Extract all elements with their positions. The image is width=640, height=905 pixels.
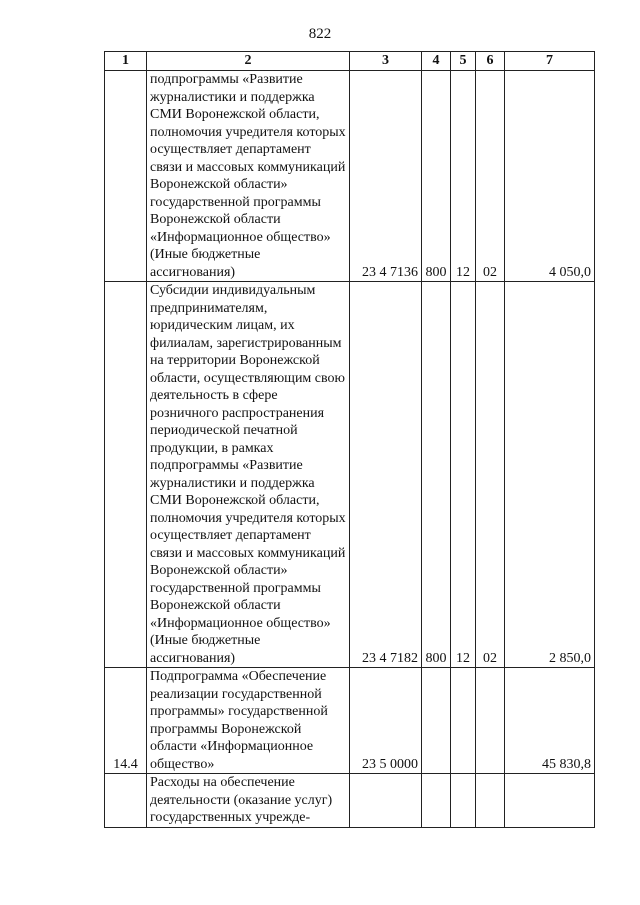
row-amount: 45 830,8 (505, 668, 595, 774)
header-col-6: 6 (476, 52, 505, 71)
table-row (105, 282, 595, 668)
page-number: 822 (308, 26, 332, 42)
table-row (105, 774, 595, 828)
row-number: 14.4 (105, 668, 147, 774)
row-subsection (476, 774, 505, 828)
header-col-5: 5 (451, 52, 476, 71)
row-section (451, 668, 476, 774)
header-col-1: 1 (105, 52, 147, 71)
row-number (105, 774, 147, 828)
row-amount: 2 850,0 (505, 282, 595, 668)
table-row (105, 71, 595, 282)
row-number (105, 282, 147, 668)
row-section: 12 (451, 71, 476, 282)
header-col-2: 2 (147, 52, 350, 71)
row-amount (505, 774, 595, 828)
row-number (105, 71, 147, 282)
row-code (350, 774, 422, 828)
header-col-7: 7 (505, 52, 595, 71)
table-row (105, 668, 595, 774)
row-section (451, 774, 476, 828)
row-amount: 4 050,0 (505, 71, 595, 282)
row-expense-type (422, 668, 451, 774)
row-code: 23 4 7136 (350, 71, 422, 282)
header-col-3: 3 (350, 52, 422, 71)
row-subsection (476, 668, 505, 774)
row-description: подпрограммы «Развитие журналистики и поддержка СМИ Воронежской области, полномочия учредителя которых осуществляет департамент связи и массовых коммуникаций Воронежской области» государственной программы Воронежской области «Информационное общество» (Иные бюджетные ассигнования) (147, 71, 350, 282)
row-subsection: 02 (476, 71, 505, 282)
row-subsection: 02 (476, 282, 505, 668)
row-description: Расходы на обеспечение деятельности (оказание услуг) государственных учрежде- (147, 774, 350, 828)
header-col-4: 4 (422, 52, 451, 71)
row-section: 12 (451, 282, 476, 668)
row-expense-type (422, 774, 451, 828)
row-expense-type: 800 (422, 282, 451, 668)
row-description: Подпрограмма «Обеспечение реализации государственной программы» государственной программы Воронежской области «Информационное общество» (147, 668, 350, 774)
table-header-row (105, 52, 595, 71)
row-code: 23 5 0000 (350, 668, 422, 774)
row-expense-type: 800 (422, 71, 451, 282)
row-code: 23 4 7182 (350, 282, 422, 668)
row-description: Субсидии индивидуальным предпринимателям, юридическим лицам, их филиалам, зарегистрированным на территории Воронежской области, осуществляющим свою деятельность в сфере розничного распространения периодической печатной продукции, в рамках подпрограммы «Развитие журналистики и поддержка СМИ Воронежской области, полномочия учредителя которых осуществляет департамент связи и массовых коммуникаций Воронежской области» государственной программы Воронежской области «Информационное общество» (Иные бюджетные ассигнования) (147, 282, 350, 668)
budget-table (104, 51, 595, 828)
